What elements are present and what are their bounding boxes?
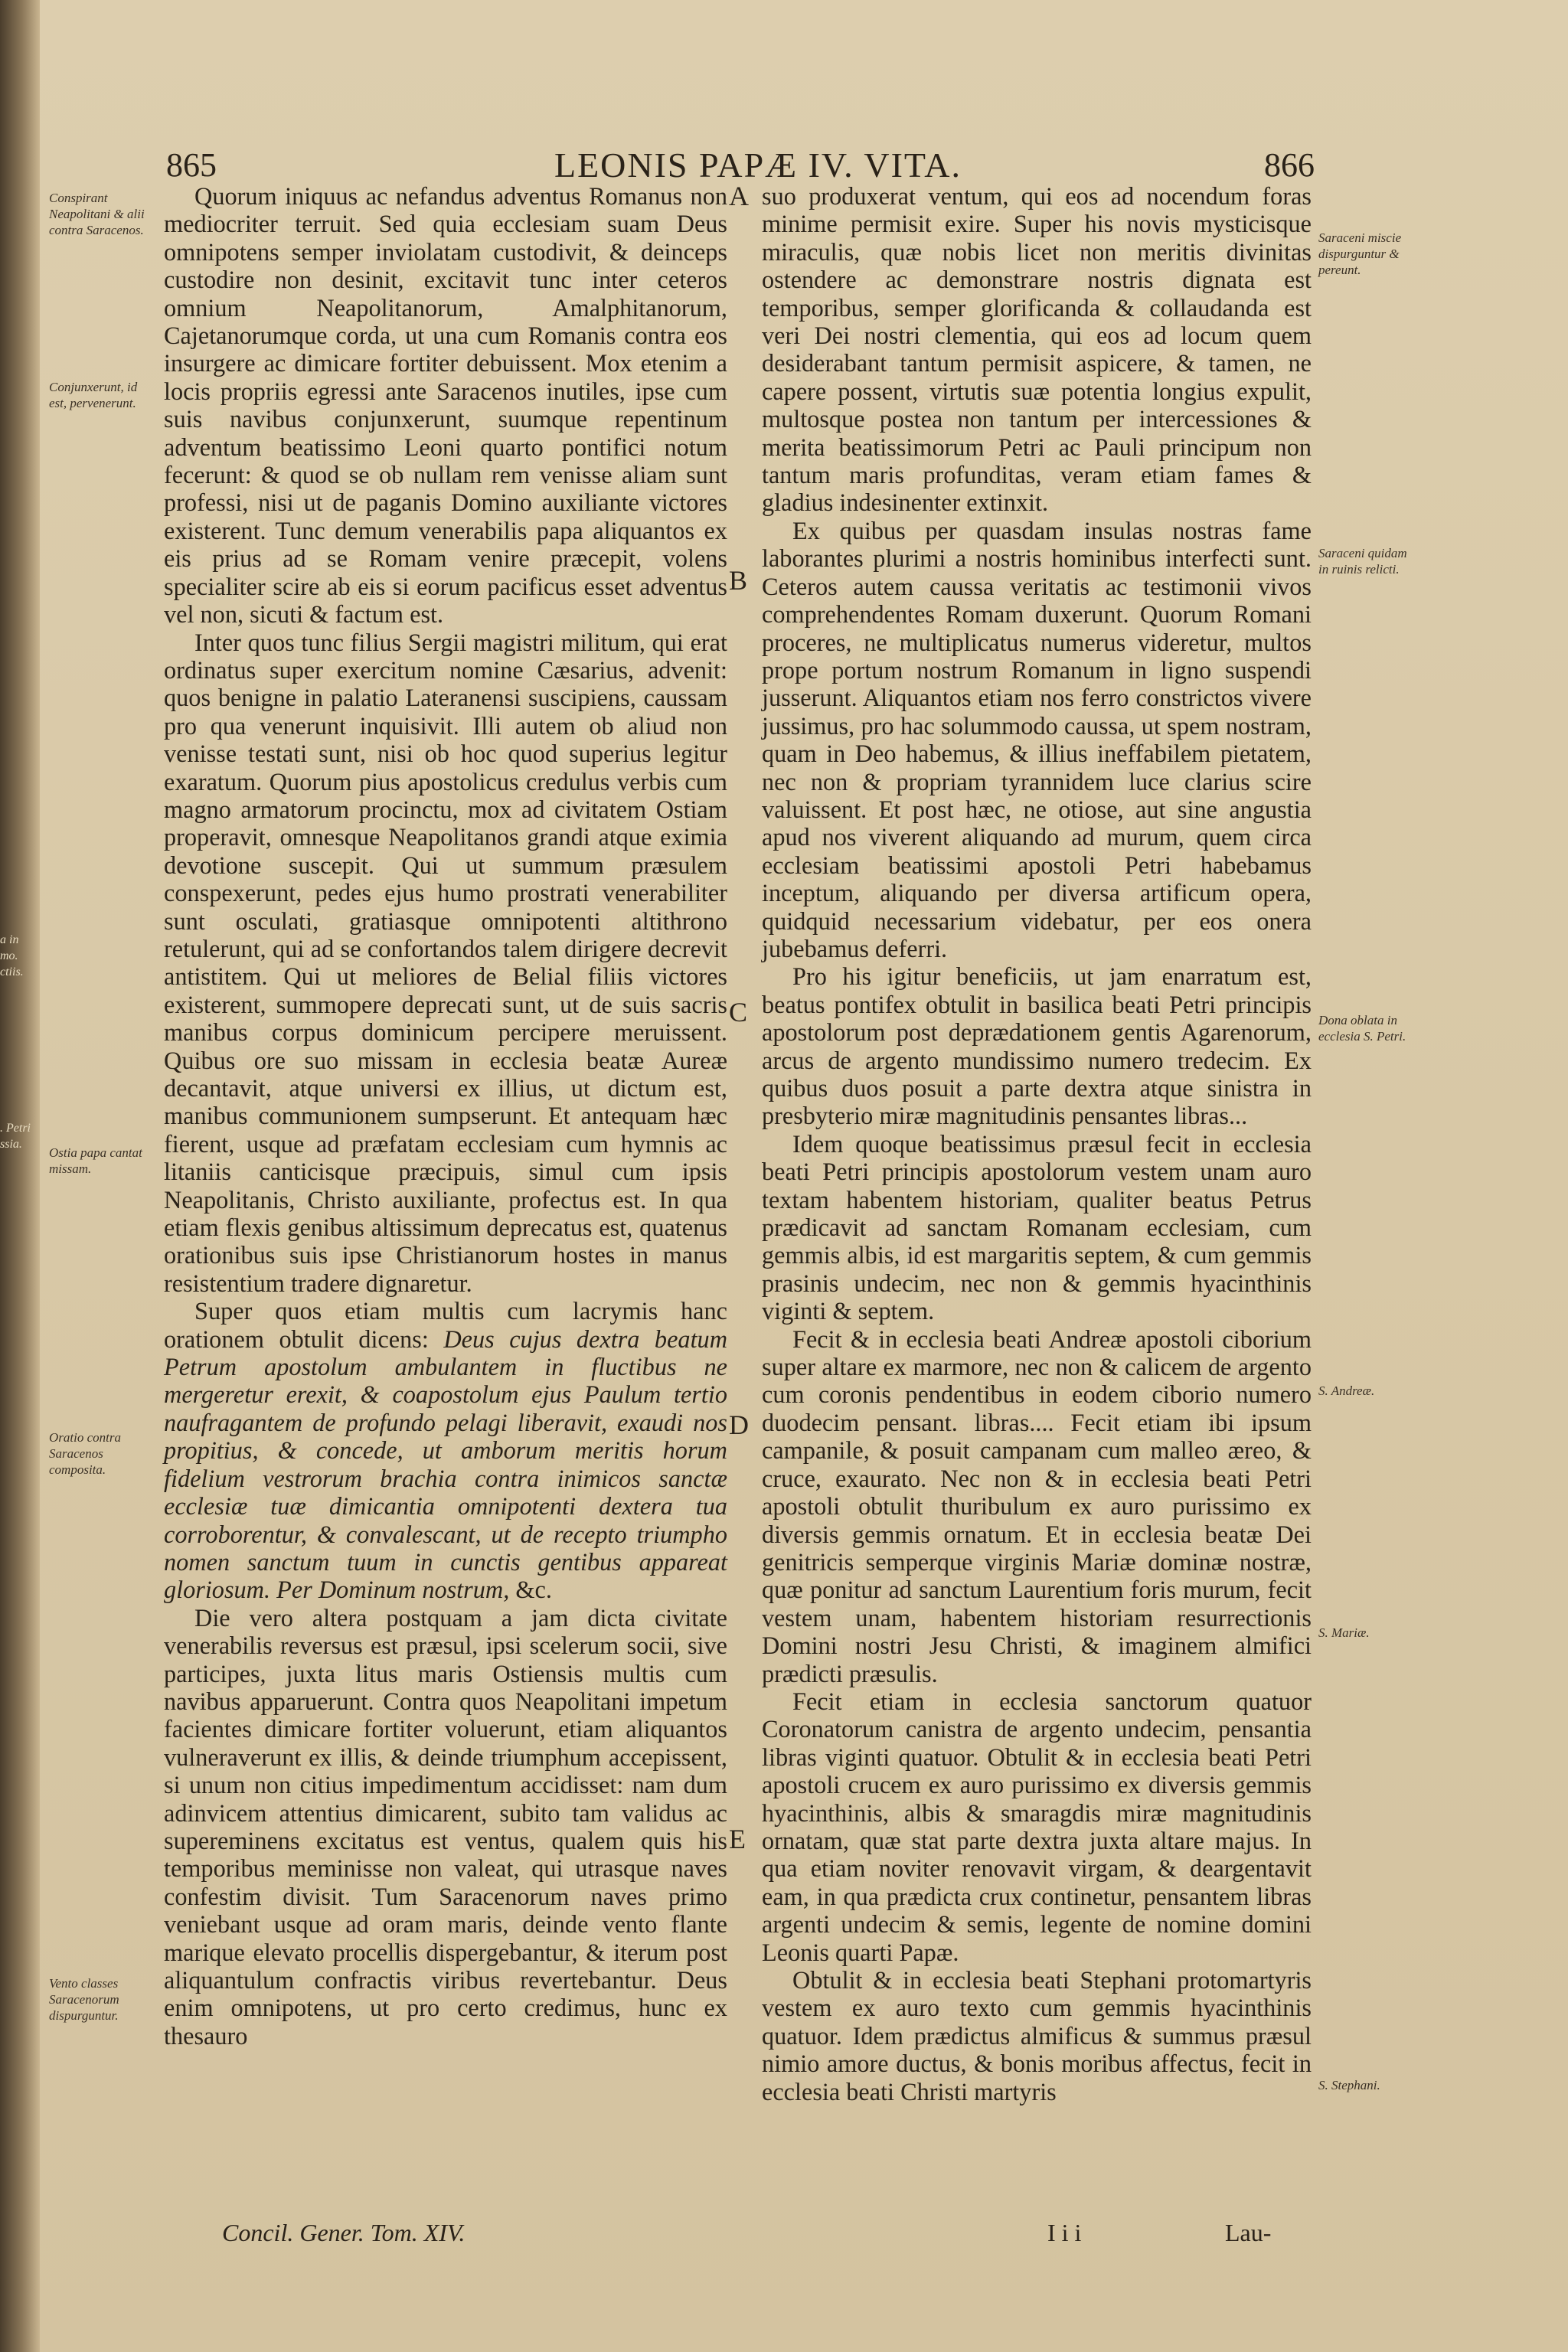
section-mark-c: C <box>729 997 748 1027</box>
margin-note-saraceni-relicti: Saraceni quidam in ruinis relicti. <box>1318 546 1407 577</box>
margin-note-conjunxerunt: Conjunxerunt, id est, pervenerunt. <box>49 380 138 410</box>
paragraph: Idem quoque beatissimus præsul fecit in ecclesia beati Petri principis apostolorum vestem unam auro textam habentem historiam, qualiter beatus Petrus prædicavit ad sanctam Romanam ecclesiam, cum gemmis albis, id est margaritis septem, & cum gemmis prasinis undecim, nec non & gemmis hyacinthinis viginti & septem. <box>762 1129 1312 1325</box>
prayer-text: Deus cujus dextra beatum Petrum apostolum ambulantem in fluctibus ne mergeretur erexit, & coapostolum ejus Paulum tertio naufragantem de profundo pelagi liberavit, exaudi nos propitius, & concede, ut amborum meritis horum fidelium vestrorum brachia contra inimicos sanctæ ecclesiæ tuæ dimicantia omnipotenti dextera tua corroborentur, & convalescant, ut de recepto triumpho nomen sanctum tuum in cunctis gentibus appareat gloriosum. Per Dominum nostrum, <box>164 1325 728 1604</box>
book-spine-shadow <box>0 0 40 2352</box>
left-page-number: 865 <box>166 146 217 184</box>
section-mark-b: B <box>729 565 748 596</box>
paragraph: Die vero altera postquam a jam dicta civitate venerabilis reversus est præsul, ipsi scelerum socii, sive participes, juxta litus maris Ostiensis multis cum navibus apparuerunt. Contra quos Neapolitani impetum facientes dimicare fortiter voluerunt, etiam aliquantos vulneraverunt ex illis, & deinde triumphum accepissent, si unum non citius impedimentum accidisset: nam dum adinvicem attentius dimicarent, subito tam validus ac supereminens excitatus est ventus, qualem quis his temporibus meminisse non valeat, qui utrasque naves confestim divisit. Tum Saracenorum naves primo veniebant usque ad oram maris, deinde vento flante marique elevato procellis dispergebantur, & iterum post aliquantulum confractis viribus revertebantur. Deus enim omnipotens, ut pro certo credimus, hunc ex thesauro <box>164 1603 727 2050</box>
paragraph: Ex quibus per quasdam insulas nostras fame laborantes plurimi a nostris hominibus interfecti sunt. Ceteros autem caussa veritatis ac testimonii vivos comprehendentes Romam duxerunt. Quorum Romani proceres, ne multiplicatus numerus videretur, multos prope portum nostrum Romanum in ligno suspendi jusserunt. Aliquantos etiam nos ferro constrictos vivere jussimus, pro hac solummodo caussa, ut spem nostram, quam in Deo habemus, & illius ineffabilem pietatem, nec non & propriam tyrannidem luce clarius scire valuissent. Et post hæc, ne otiose, aut sine angustia apud nos viverent aliquando ad murum, quem circa ecclesiam beatissimi apostoli Petri habebamus inceptum, aliquando per diversa artificum opera, quidquid necessarium videbatur, per eos onera jubebamus deferri. <box>762 516 1312 962</box>
margin-note-s-mariae: S. Mariæ. <box>1318 1625 1370 1640</box>
section-mark-a: A <box>729 181 749 211</box>
margin-note-saraceni-dispurguntur: Saraceni miscie dispurguntur & pereunt. <box>1318 230 1402 277</box>
paragraph: Obtulit & in ecclesia beati Stephani protomartyris vestem ex auro texto cum gemmis hyacinthinis quatuor. Idem prædictus almificus & summus præsul nimio amore ductus, & bonis moribus affectus, fecit in ecclesia beati Christi martyris <box>762 1966 1312 2105</box>
paragraph: Pro his igitur beneficiis, ut jam enarratum est, beatus pontifex obtulit in basilica beati Petri principis apostolorum post deprædationem gentis Agarenorum, arcus de argento mundissimo numero tredecim. Ex quibus duos posuit a parte dextra atque sinistra in presbyterio miræ magnitudinis pensantes libras... <box>762 962 1312 1130</box>
paragraph: Quorum iniquus ac nefandus adventus Romanus non mediocriter terruit. Sed quia ecclesiam suam Deus omnipotens semper inviolatam custodivit, & deinceps custodire non desinit, excitavit tunc inter ceteros omnium Neapolitanorum, Amalphitanorum, Cajetanorumque corda, ut una cum Romanis contra eos insurgere ac dimicare fortiter debuissent. Mox etenim a locis propriis egressi ante Saracenos inutiles, ipse cum suis navibus conjunxerunt, suumque repentinum adventum beatissimo Leoni quarto pontifici notum fecerunt: & quod se ob nullam rem venisse aliam sunt professi, nisi ut de paganis Domino auxiliante victores existerent. Tunc demum venerabilis papa aliquantos ex eis prius ad se Romam venire præcepit, volens specialiter scire ab eis si eorum pacificus esset adventus vel non, sicuti & factum est. <box>164 182 727 629</box>
margin-note-conspirant: Conspirant Neapolitani & alii contra Saracenos. <box>49 191 145 237</box>
paragraph: Fecit & in ecclesia beati Andreæ apostoli ciborium super altare ex marmore, nec non & calicem de argento cum coronis pendentibus in eodem ciborio numero duodecim pensant. libras.... Fecit etiam ibi ipsum campanile, & posuit campanam cum malleo æreo, & cruce, exaurato. Nec non & in ecclesia beati Petri apostoli obtulit thuribulum ex auro purissimo ex diversis gemmis ornatum. Et in ecclesia beatæ Dei genitricis semperque virginis Mariæ dominæ nostræ, quæ ponitur ad sanctum Laurentium foris murum, fecit vestem unam, habentem historiam resurrectionis Domini nostri Jesu Christi, & imaginem almifici prædicti præsulis. <box>762 1325 1312 1687</box>
left-text-column <box>164 182 727 2050</box>
footer-catchword: Lau- <box>1225 2219 1272 2246</box>
prayer-intro: Super quos etiam multis cum lacrymis hanc orationem obtulit dicens: <box>164 1297 727 1353</box>
paragraph: suo produxerat ventum, qui eos ad nocendum foras minime permisit exire. Super his novis mysticisque miraculis, quæ nobis licet non meritis divinitas ostendere ac demonstrare nostris dignata est temporibus, semper glorificanda & collaudanda est veri Dei nostri clementia, qui eos ad locum quem desiderabant tantum permisit aspicere, & tamen, ne capere possent, virtutis suæ potentia longius expulit, multosque postea non tantum per intercessiones & merita beatissimorum Petri ac Pauli principum non tantum maris profunditas, veram etiam fames & gladius indesinenter extinxit. <box>762 182 1312 517</box>
paragraph <box>164 1297 727 1603</box>
margin-note-ostia: Ostia papa cantat missam. <box>49 1145 142 1176</box>
section-mark-e: E <box>729 1824 746 1854</box>
prayer-end: &c. <box>515 1576 552 1604</box>
footer-signature-mark: I i i <box>1047 2219 1082 2246</box>
margin-note-dona-oblata: Dona oblata in ecclesia S. Petri. <box>1318 1013 1406 1044</box>
margin-note-s-stephani: S. Stephani. <box>1318 2078 1380 2092</box>
margin-note-oratio: Oratio contra Saracenos composita. <box>49 1430 121 1477</box>
margin-note-vento: Vento classes Saracenorum dispurguntur. <box>49 1976 119 2023</box>
right-text-column <box>762 182 1312 2105</box>
margin-note-edge-2: . Petri ssia. <box>0 1122 31 1151</box>
margin-note-edge-1: a in mo. ctiis. <box>0 933 24 978</box>
running-title: LEONIS PAPÆ IV. VITA. <box>554 145 962 185</box>
footer-collection-title: Concil. Gener. Tom. XIV. <box>222 2219 466 2246</box>
paragraph: Fecit etiam in ecclesia sanctorum quatuor Coronatorum canistra de argento undecim, pensantia libras viginti quatuor. Obtulit & in ecclesia beati Petri apostoli crucem ex auro purissimo ex diversis gemmis hyacinthinis, albis & smaragdis miræ magnitudinis ornatam, quæ stat parte dextra juxta altare majus. In qua etiam noviter renovavit virgam, & deargentavit eam, in qua prædicta crux continetur, pensantem libras argenti undecim & semis, legente de nomine domini Leonis quarti Papæ. <box>762 1687 1312 1966</box>
paragraph: Inter quos tunc filius Sergii magistri militum, qui erat ordinatus super exercitum nomine Cæsarius, advenit: quos benigne in palatio Lateranensi suscipiens, caussam pro qua venerunt inquisivit. Illi autem ob aliud non venisse testati sunt, nisi ob hoc quod superius legitur exaratum. Quorum pius apostolicus credulus verbis cum magno armatorum procinctu, mox ad civitatem Ostiam properavit, omnesque Neapolitanos grandi atque eximia devotione suscepit. Qui ut summum præsulem conspexerunt, pedes ejus humo prostrati venerabiliter sunt osculati, gratiasque omnipotenti altithrono retulerunt, qui ad se confortandos talem dirigere decrevit antistitem. Qui ut meliores de Belial filiis victores existerent, summopere deprecati sunt, ut de suis sacris manibus corpus dominicum percipere meruissent. Quibus ore suo missam in ecclesia beatæ Aureæ decantavit, atque universi ex illius, ut dictum est, manibus communionem sumpserunt. Et antequam hæc fierent, usque ad præfatam ecclesiam cum hymnis ac litaniis canticisque præcipuis, simul cum ipsis Neapolitanis, Christo auxiliante, profectus est. In qua etiam flexis genibus altissimum deprecatus est, quatenus orationibus suis ipse Christianorum hostes in manus resistentium tradere dignaretur. <box>164 628 727 1297</box>
right-page-number: 866 <box>1264 146 1315 184</box>
margin-note-s-andreae: S. Andreæ. <box>1318 1383 1375 1398</box>
section-mark-d: D <box>729 1410 749 1440</box>
